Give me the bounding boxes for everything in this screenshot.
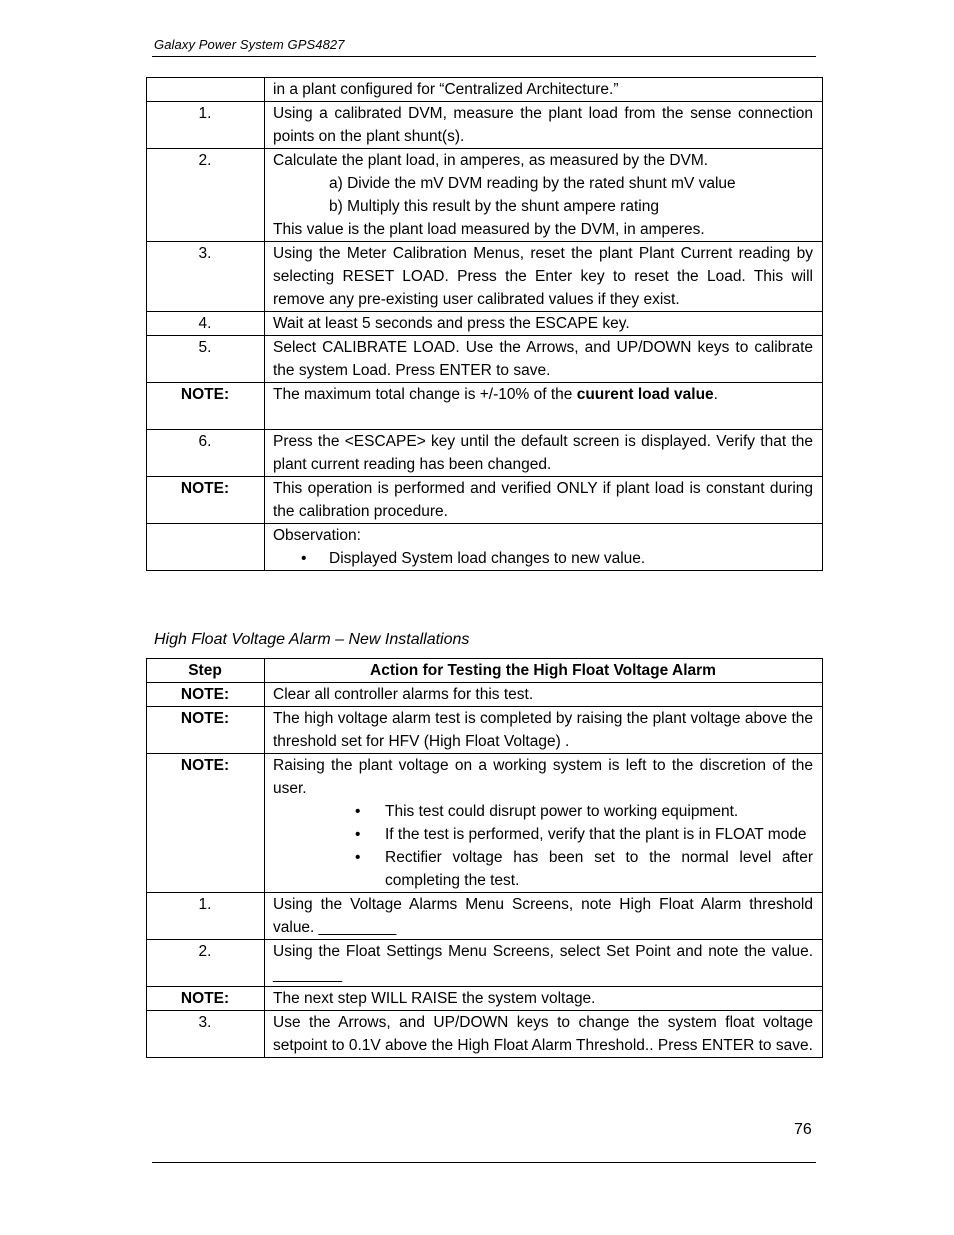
step-cell [147,524,265,571]
bullet-icon: • [355,803,361,820]
step-cell [147,78,265,102]
note-text: The maximum total change is +/-10% of the [273,386,577,403]
running-header-title: Galaxy Power System GPS4827 [154,37,345,52]
substep-b: b) Multiply this result by the shunt ampere rating [329,198,659,215]
calibration-steps-table [146,77,823,571]
action-cell: Using the Float Settings Menu Screens, select Set Point and note the value. ________ [265,940,823,987]
table-row [147,149,823,242]
table-row [147,242,823,312]
page-number: 76 [794,1121,812,1138]
action-cell [265,383,823,430]
step-cell: 4. [147,312,265,336]
bullet-icon: • [355,826,361,843]
table-row [147,524,823,571]
list-item-text: Displayed System load changes to new value. [329,550,646,567]
action-cell: Clear all controller alarms for this test. [265,683,823,707]
action-cell: Using the Voltage Alarms Menu Screens, note High Float Alarm threshold value. _________ [265,893,823,940]
table-row [147,893,823,940]
bullet-icon: • [301,550,307,567]
column-header-action: Action for Testing the High Float Voltage Alarm [265,659,823,683]
action-cell [265,754,823,893]
table-row [147,1011,823,1058]
note-label: NOTE: [147,754,265,893]
note-label: NOTE: [147,477,265,524]
table-row [147,78,823,102]
bullet-icon: • [355,849,361,866]
step-cell: 3. [147,242,265,312]
observation-label: Observation: [273,527,361,544]
table-row [147,940,823,987]
substep-a: a) Divide the mV DVM reading by the rated shunt mV value [329,175,736,192]
table-row [147,754,823,893]
step-cell: 1. [147,893,265,940]
table-row [147,312,823,336]
header-rule [152,56,816,57]
action-cell: This operation is performed and verified ONLY if plant load is constant during the calibration procedure. [265,477,823,524]
table-row [147,987,823,1011]
caution-list [273,800,813,892]
table-row [147,102,823,149]
action-cell: Press the <ESCAPE> key until the default screen is displayed. Verify that the plant current reading has been changed. [265,430,823,477]
action-cell: Select CALIBRATE LOAD. Use the Arrows, and UP/DOWN keys to calibrate the system Load. Press ENTER to save. [265,336,823,383]
list-item-text: If the test is performed, verify that the plant is in FLOAT mode [385,826,807,843]
list-item [273,846,813,892]
blank-line [273,406,813,429]
list-item-text: Rectifier voltage has been set to the normal level after completing the test. [385,849,813,889]
high-float-alarm-table [146,658,823,1058]
step-cell: 1. [147,102,265,149]
column-header-step: Step [147,659,265,683]
table-row [147,683,823,707]
action-cell [265,524,823,571]
note-label: NOTE: [147,707,265,754]
step-cell: 3. [147,1011,265,1058]
action-cell: Using the Meter Calibration Menus, reset the plant Plant Current reading by selecting RESET LOAD. Press the Enter key to reset the Load. This will remove any pre-existing user calibrated values if they exist. [265,242,823,312]
action-cell: Using a calibrated DVM, measure the plant load from the sense connection points on the plant shunt(s). [265,102,823,149]
table-header-row [147,659,823,683]
table-row [147,383,823,430]
action-cell: in a plant configured for “Centralized Architecture.” [265,78,823,102]
note-label: NOTE: [147,683,265,707]
action-cell: Use the Arrows, and UP/DOWN keys to change the system float voltage setpoint to 0.1V above the High Float Alarm Threshold.. Press ENTER to save. [265,1011,823,1058]
section-title: High Float Voltage Alarm – New Installations [154,631,470,648]
observation-list [273,547,813,570]
action-cell: The next step WILL RAISE the system voltage. [265,987,823,1011]
footer-rule [152,1162,816,1163]
step-cell: 2. [147,940,265,987]
list-item [273,800,813,823]
list-item [273,547,813,570]
table-row [147,430,823,477]
action-cell [265,149,823,242]
note-label: NOTE: [147,987,265,1011]
list-item [273,823,813,846]
action-cell: The high voltage alarm test is completed by raising the plant voltage above the threshold set for HFV (High Float Voltage) . [265,707,823,754]
action-cell: Wait at least 5 seconds and press the ESCAPE key. [265,312,823,336]
table-row [147,707,823,754]
note-label: NOTE: [147,383,265,430]
step-cell: 2. [147,149,265,242]
action-text: Raising the plant voltage on a working system is left to the discretion of the user. [273,757,813,797]
action-text: Calculate the plant load, in amperes, as measured by the DVM. [273,152,709,169]
action-tail: This value is the plant load measured by the DVM, in amperes. [273,221,705,238]
list-item-text: This test could disrupt power to working equipment. [385,803,739,820]
note-emphasis: cuurent load value [576,386,714,403]
step-cell: 5. [147,336,265,383]
table-row [147,477,823,524]
table-row [147,336,823,383]
note-text-end: . [713,386,718,403]
step-cell: 6. [147,430,265,477]
